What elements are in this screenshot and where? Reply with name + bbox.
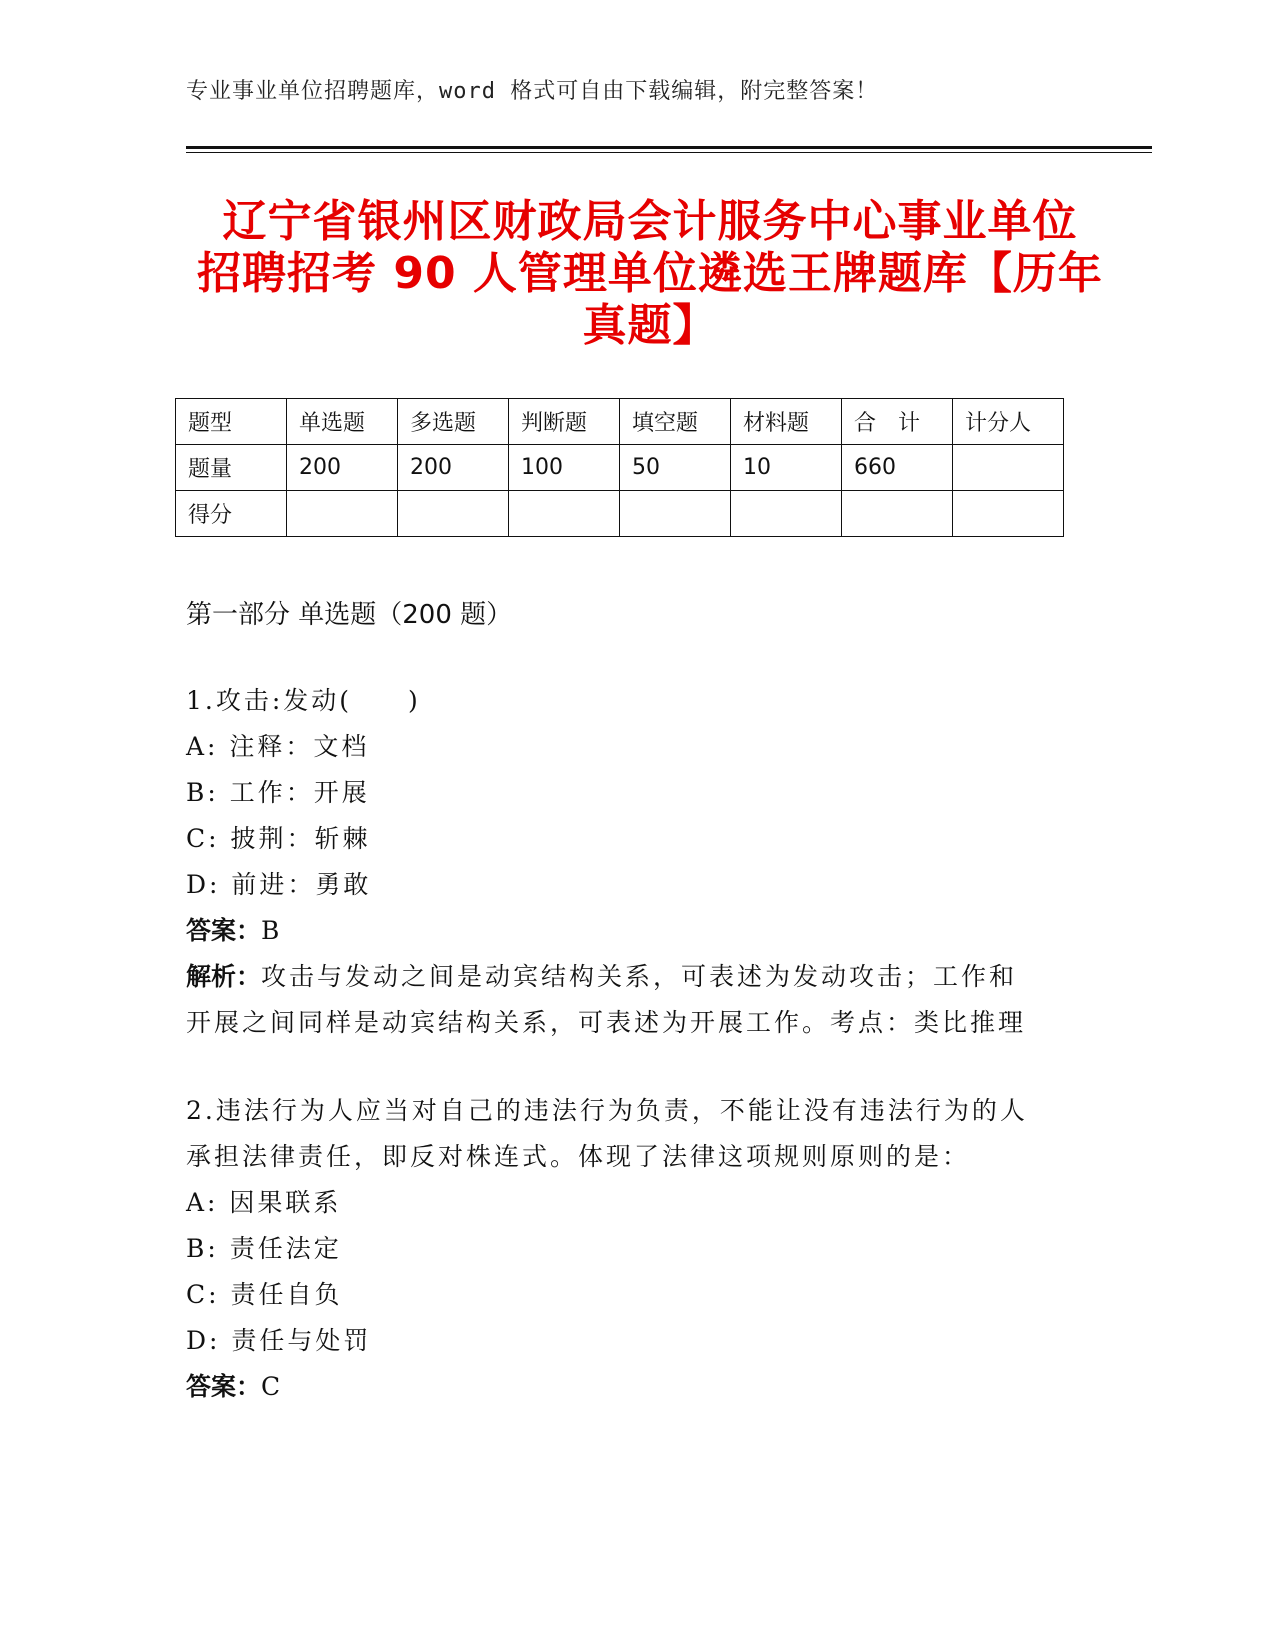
option-b: B: 责任法定 xyxy=(186,1234,342,1263)
table-cell: 100 xyxy=(509,445,620,491)
analysis-text-continued: 开展之间同样是动宾结构关系，可表述为开展工作。考点：类比推理 xyxy=(186,1008,1027,1037)
option-b: B: 工作：开展 xyxy=(186,778,370,807)
answer-value: C xyxy=(261,1372,284,1401)
table-cell: 200 xyxy=(287,445,398,491)
option-d: D: 责任与处罚 xyxy=(186,1326,372,1355)
table-cell: 10 xyxy=(731,445,842,491)
question-stem-continued: 承担法律责任，即反对株连式。体现了法律这项规则原则的是： xyxy=(186,1142,971,1171)
header-rule-thin xyxy=(186,152,1152,153)
table-cell xyxy=(953,445,1064,491)
table-row-count xyxy=(176,445,1064,491)
table-cell: 200 xyxy=(398,445,509,491)
table-cell: 题量 xyxy=(176,445,287,491)
table-cell xyxy=(398,491,509,537)
table-cell: 材料题 xyxy=(731,399,842,445)
table-cell xyxy=(287,491,398,537)
question-stem: 1.攻击:发动( ) xyxy=(186,686,421,715)
title-line-3: 真题】 xyxy=(582,300,718,351)
table-cell: 多选题 xyxy=(398,399,509,445)
question-2 xyxy=(186,1088,1066,1410)
option-a: A: 因果联系 xyxy=(186,1188,342,1217)
title-line-1: 辽宁省银州区财政局会计服务中心事业单位 xyxy=(222,196,1078,247)
option-c: C: 披荆：斩棘 xyxy=(186,824,371,853)
answer-line xyxy=(186,1364,1066,1410)
table-cell: 得分 xyxy=(176,491,287,537)
title-line-2: 招聘招考 90 人管理单位遴选王牌题库【历年 xyxy=(197,248,1103,299)
table-cell xyxy=(842,491,953,537)
header-rule-thick xyxy=(186,146,1152,149)
answer-value: B xyxy=(261,916,283,945)
question-1 xyxy=(186,678,1066,1046)
table-cell xyxy=(953,491,1064,537)
table-cell: 合 计 xyxy=(842,399,953,445)
table-cell: 50 xyxy=(620,445,731,491)
answer-line xyxy=(186,908,1066,954)
table-row-type xyxy=(176,399,1064,445)
question-stem: 2.违法行为人应当对自己的违法行为负责，不能让没有违法行为的人 xyxy=(186,1096,1028,1125)
table-cell: 计分人 xyxy=(953,399,1064,445)
table-cell: 660 xyxy=(842,445,953,491)
option-d: D: 前进：勇敢 xyxy=(186,870,372,899)
option-c: C: 责任自负 xyxy=(186,1280,343,1309)
table-cell: 判断题 xyxy=(509,399,620,445)
analysis-text: 攻击与发动之间是动宾结构关系，可表述为发动攻击；工作和 xyxy=(261,962,1018,991)
header-note: 专业事业单位招聘题库，word 格式可自由下载编辑，附完整答案！ xyxy=(186,79,879,104)
section-title: 第一部分 单选题（200 题） xyxy=(186,600,513,630)
score-table xyxy=(175,398,1064,537)
answer-label: 答案： xyxy=(186,1372,262,1401)
table-cell: 题型 xyxy=(176,399,287,445)
option-a: A: 注释：文档 xyxy=(186,732,370,761)
analysis-label: 解析： xyxy=(186,962,262,991)
table-cell xyxy=(731,491,842,537)
table-cell xyxy=(620,491,731,537)
table-cell: 单选题 xyxy=(287,399,398,445)
table-row-score xyxy=(176,491,1064,537)
table-cell xyxy=(509,491,620,537)
answer-label: 答案： xyxy=(186,916,262,945)
table-cell: 填空题 xyxy=(620,399,731,445)
analysis-line xyxy=(186,954,1066,1000)
document-title xyxy=(150,196,1150,352)
